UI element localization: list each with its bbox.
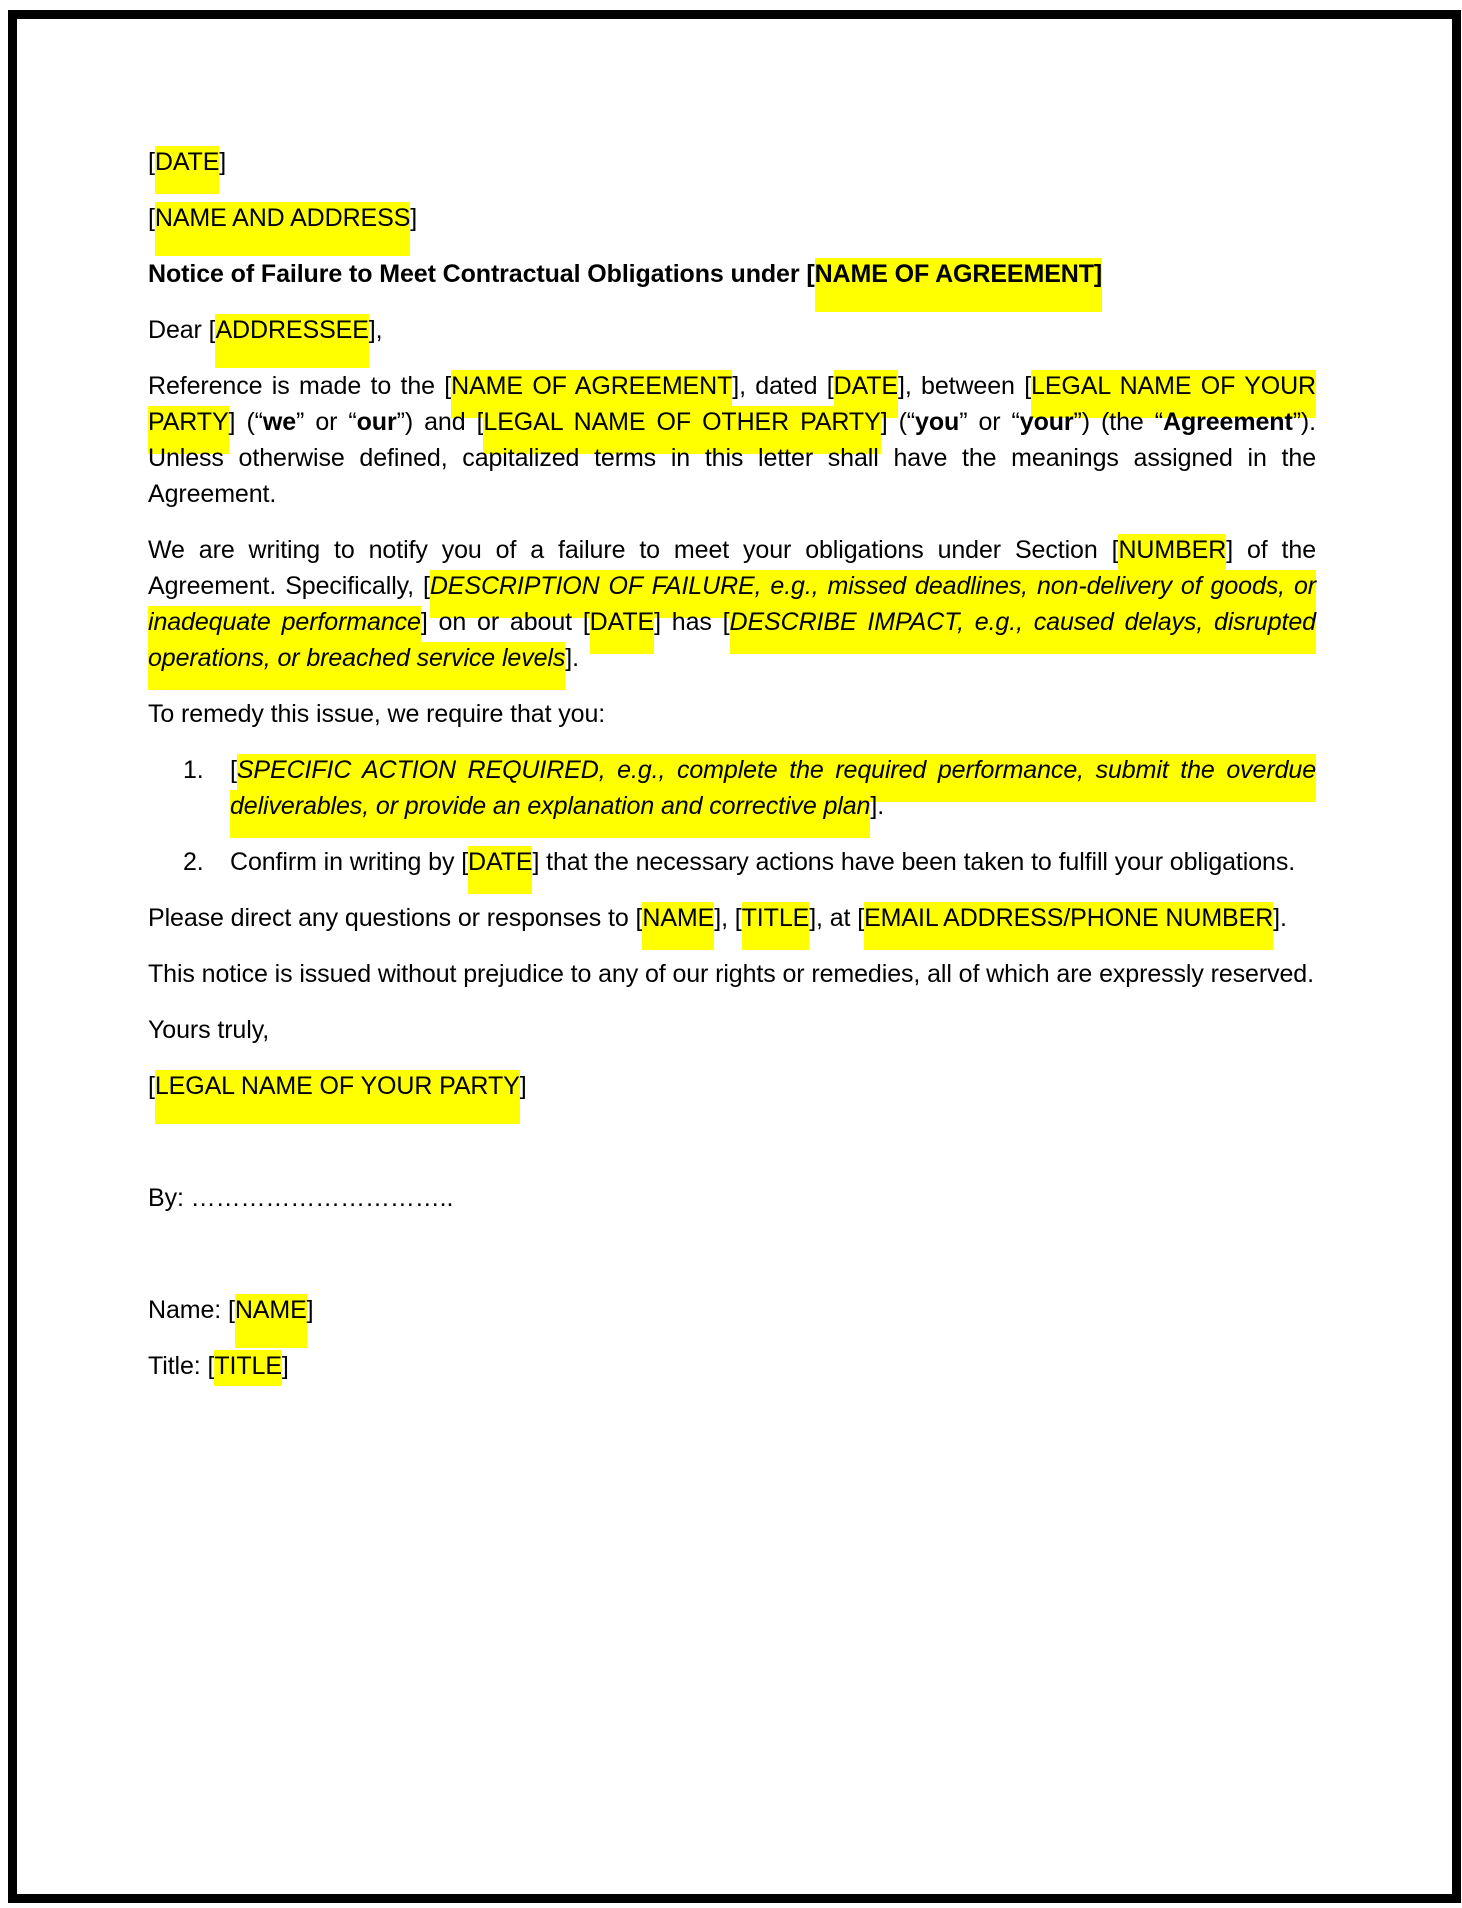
text-run: Please direct any questions or responses to [: [148, 904, 643, 932]
list-item-text: [230, 846, 1295, 894]
text-run: we: [262, 408, 297, 436]
text-run: your: [1019, 408, 1074, 436]
placeholder-contact-email-phone: EMAIL ADDRESS/PHONE NUMBER: [864, 902, 1273, 950]
para-contact: [148, 900, 1316, 936]
text-run: ], [: [714, 904, 742, 932]
list-item-1: [148, 752, 1316, 824]
placeholder-addressee: ADDRESSEE: [215, 314, 368, 368]
text-run: ],: [368, 316, 383, 344]
placeholder-other-party-name: LEGAL NAME OF OTHER PARTY: [483, 406, 880, 454]
text-run: ] of the Agreement. Specifically, [: [148, 536, 1317, 600]
salutation: [148, 312, 1316, 348]
placeholder-failure-description: DESCRIPTION OF FAILURE, e.g., missed deadlines, non-delivery of goods, or inadequate performance: [148, 570, 1316, 654]
text-run: Reference is made to the [: [148, 372, 452, 400]
para-reservation: [148, 956, 1316, 992]
text-run: [: [148, 148, 155, 176]
text-run: ]: [519, 1072, 527, 1100]
text-run: you: [915, 408, 960, 436]
list-number: 1.: [183, 756, 204, 784]
spacer: [148, 1236, 1316, 1272]
text-run: Yours truly,: [148, 1016, 270, 1044]
signature-title-line: [148, 1348, 1316, 1384]
text-run: our: [356, 408, 397, 436]
placeholder-section-number: NUMBER: [1118, 534, 1226, 582]
text-run: ].: [1273, 904, 1287, 932]
spacer: [148, 1124, 1316, 1160]
placeholder-your-party-name: LEGAL NAME OF YOUR PARTY: [148, 370, 1316, 454]
text-run: ] that the necessary actions have been taken to fulfill your obligations.: [532, 848, 1296, 876]
subject-line: [148, 256, 1316, 292]
placeholder-failure-date: DATE: [590, 606, 654, 654]
placeholder-impact-description: DESCRIBE IMPACT, e.g., caused delays, disrupted operations, or breached service levels: [148, 606, 1316, 690]
signature-by-line: [148, 1180, 1316, 1216]
placeholder-agreement-name: NAME OF AGREEMENT: [451, 370, 732, 418]
list-item-2: [148, 844, 1316, 880]
text-run: ].: [870, 792, 885, 820]
placeholder-contact-title: TITLE: [742, 902, 810, 950]
placeholder-signer-name: NAME: [235, 1294, 307, 1348]
document-body: [148, 144, 1316, 1404]
text-run: Notice of Failure to Meet Contractual Obligations under [: [148, 260, 815, 288]
text-run: ]: [219, 148, 227, 176]
list-number: 2.: [183, 848, 204, 876]
text-run: Agreement: [1163, 408, 1293, 436]
text-run: To remedy this issue, we require that you:: [148, 700, 606, 728]
text-run: ] (“: [880, 408, 916, 436]
text-run: ], between [: [897, 372, 1032, 400]
closing: [148, 1012, 1316, 1048]
placeholder-confirmation-deadline: DATE: [468, 846, 532, 894]
text-run: ” or “: [296, 408, 357, 436]
text-run: ] has [: [654, 608, 730, 636]
list-item-text: [230, 754, 1316, 838]
placeholder-letter-date: DATE: [155, 146, 219, 194]
signature-name-line: [148, 1292, 1316, 1328]
placeholder-signer-title: TITLE: [214, 1350, 282, 1386]
placeholder-agreement-date: DATE: [834, 370, 898, 418]
text-run: ”) (the “: [1073, 408, 1163, 436]
text-run: ], at [: [809, 904, 865, 932]
text-run: ” or “: [959, 408, 1020, 436]
placeholder-recipient-name-address: NAME AND ADDRESS: [155, 202, 410, 256]
text-run: Confirm in writing by [: [230, 848, 469, 876]
text-run: Name: [: [148, 1296, 235, 1324]
recipient-line: [148, 200, 1316, 236]
placeholder-signature-party-name: LEGAL NAME OF YOUR PARTY: [155, 1070, 520, 1124]
text-run: [: [148, 204, 155, 232]
text-run: ] (“: [228, 408, 263, 436]
text-run: By: …………………………..: [148, 1184, 454, 1212]
para-remedy-intro: [148, 696, 1316, 732]
para-failure-notice: [148, 532, 1316, 676]
placeholder-required-action: SPECIFIC ACTION REQUIRED, e.g., complete the required performance, submit the overdue deliverables, or provide an explanation and corrective plan: [230, 754, 1316, 838]
text-run: Title: [: [148, 1352, 215, 1380]
text-run: [: [230, 756, 237, 784]
text-run: ]: [306, 1296, 314, 1324]
text-run: This notice is issued without prejudice to any of our rights or remedies, all of which are expressly reserved.: [148, 960, 1314, 988]
date-line: [148, 144, 1316, 180]
text-run: [: [148, 1072, 155, 1100]
text-run: ”) and [: [396, 408, 484, 436]
text-run: ]: [410, 204, 418, 232]
text-run: ].: [565, 644, 579, 672]
text-run: ], dated [: [732, 372, 834, 400]
para-reference: [148, 368, 1316, 512]
placeholder-contact-name: NAME: [642, 902, 714, 950]
text-run: Dear [: [148, 316, 216, 344]
placeholder-agreement-name-title: NAME OF AGREEMENT]: [815, 258, 1103, 312]
text-run: ”). Unless otherwise defined, capitalized terms in this letter shall have the meanings assigned in the Agreement.: [148, 408, 1316, 508]
text-run: ] on or about [: [420, 608, 590, 636]
text-run: ]: [281, 1352, 289, 1380]
text-run: We are writing to notify you of a failure to meet your obligations under Section [: [148, 536, 1119, 564]
signature-company: [148, 1068, 1316, 1104]
